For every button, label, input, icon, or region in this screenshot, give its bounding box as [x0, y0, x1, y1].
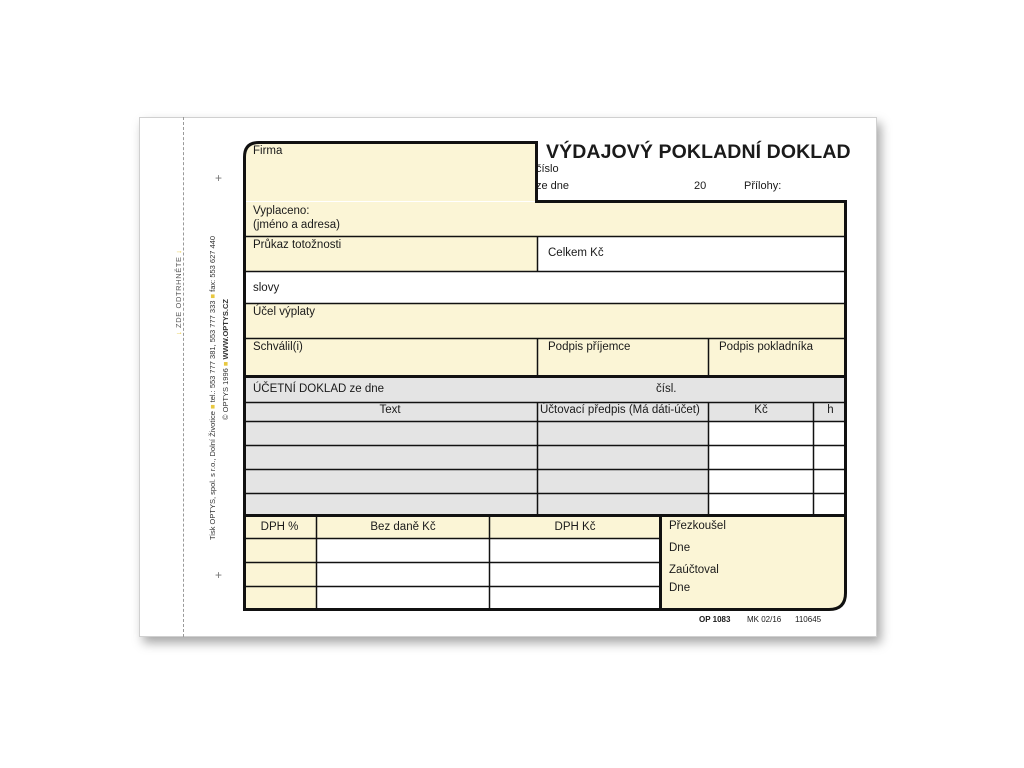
col-text-header: Text [379, 404, 401, 416]
verified-by-label: Přezkoušel [669, 520, 726, 532]
cash-voucher-form [243, 141, 851, 611]
col-h-header: h [827, 404, 834, 416]
crosshair-mark-bottom: + [215, 568, 223, 582]
printer-web-info: © OPTYS 1996 ■ WWW.OPTYS.CZ [221, 299, 230, 420]
vat-base-header: Bez daně Kč [370, 521, 436, 533]
col-kc-header: Kč [754, 404, 768, 416]
form-mk: MK 02/16 [747, 615, 782, 624]
document-title: VÝDAJOVÝ POKLADNÍ DOKLAD [546, 141, 851, 163]
vat-amount-header: DPH Kč [554, 521, 596, 533]
firma-label: Firma [253, 145, 283, 157]
accounting-doc-label: ÚČETNÍ DOKLAD ze dne [253, 383, 385, 395]
tear-off-text: ZDE ODTRHNĚTE [174, 256, 183, 328]
attachments-label: Přílohy: [744, 180, 782, 192]
perforation-line [183, 117, 184, 637]
accounting-number-label: čísl. [656, 383, 677, 395]
cashier-signature-label: Podpis pokladníka [719, 341, 813, 353]
recipient-signature-label: Podpis příjemce [548, 341, 631, 353]
posted-by-label: Zaúčtoval [669, 564, 719, 576]
in-words-label: slovy [253, 282, 280, 294]
website-text: WWW.OPTYS.CZ [221, 299, 230, 360]
form-number: 110645 [795, 615, 822, 624]
vyplaceno-sublabel: (jméno a adresa) [253, 219, 340, 231]
purpose-label: Účel výplaty [253, 306, 315, 318]
col-posting-header: Účtovací předpis (Má dáti-účet) [540, 404, 700, 416]
vyplaceno-label: Vyplaceno: [253, 205, 310, 217]
form-frame [243, 141, 847, 611]
year-label: 20 [694, 180, 707, 192]
total-label: Celkem Kč [548, 247, 604, 259]
id-card-label: Průkaz totožnosti [253, 239, 342, 251]
crosshair-mark-top: + [215, 171, 223, 185]
approved-label: Schválil(i) [253, 341, 303, 353]
tear-off-label: ↓ ZDE ODTRHNĚTE ↓ [174, 249, 183, 335]
printer-info: Tisk OPTYS, spol. s r.o., Dolní Životice ■ tel.: 553 777 381, 553 777 333 ■ fax: 553 627 440 [208, 235, 217, 540]
form-code: OP 1083 [699, 615, 731, 624]
posted-date-label: Dne [669, 582, 691, 594]
date-label: ze dne [536, 180, 570, 192]
printer-phone: tel.: 553 777 381, 553 777 333 [208, 300, 217, 403]
copyright-text: © OPTYS 1996 [221, 368, 230, 420]
number-label: číslo [536, 163, 559, 175]
vat-rate-header: DPH % [260, 521, 299, 533]
verified-date-label: Dne [669, 542, 691, 554]
printer-name: Tisk OPTYS, spol. s r.o., Dolní Životice [208, 411, 217, 540]
printer-fax: fax: 553 627 440 [208, 235, 217, 292]
